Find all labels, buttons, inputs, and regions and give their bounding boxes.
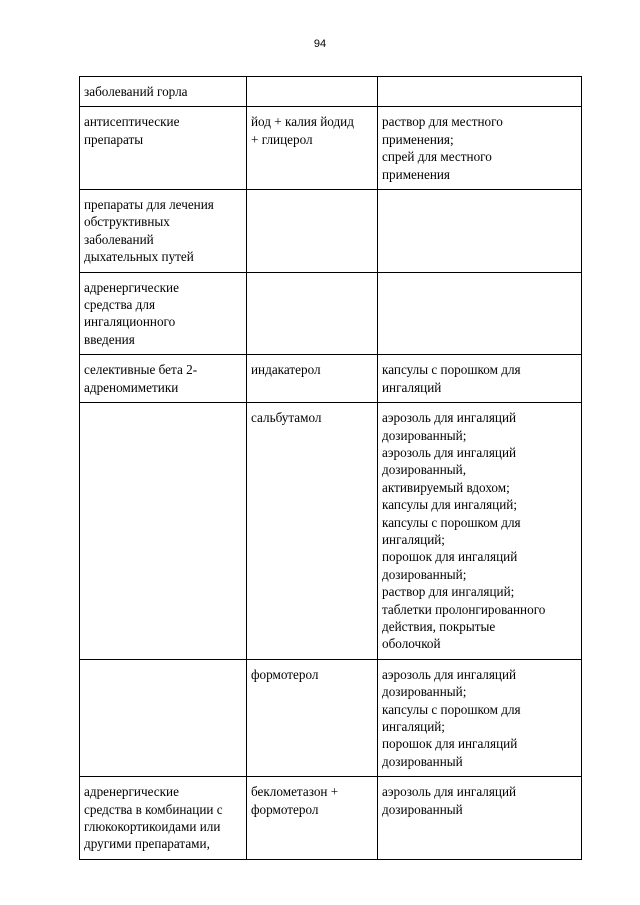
cell-text-line: аэрозоль для ингаляций xyxy=(382,784,517,800)
cell-text-line: дозированный, xyxy=(382,462,466,478)
cell-text-line: аэрозоль для ингаляций xyxy=(382,444,517,460)
cell-text-line: беклометазон + xyxy=(251,784,339,800)
drug-name-cell xyxy=(247,190,378,273)
atc-group-cell xyxy=(80,777,247,860)
cell-text-line: адренергические xyxy=(84,279,179,295)
cell-text-line: глюкокортикоидами или xyxy=(84,819,221,835)
cell-text-line: заболеваний xyxy=(84,231,154,247)
cell-text-line: дозированный; xyxy=(382,684,467,700)
dosage-form-cell xyxy=(378,190,582,273)
drug-name-cell xyxy=(247,777,378,860)
cell-text-line: ингаляций; xyxy=(382,719,445,734)
cell-text-line: ингаляций; xyxy=(382,531,445,547)
cell-text-line: ингаляционного xyxy=(84,314,176,330)
drug-name-cell xyxy=(247,77,378,107)
dosage-form-cell xyxy=(378,659,582,776)
cell-text-line: введения xyxy=(84,331,135,347)
atc-group-cell xyxy=(80,107,247,190)
cell-text-line: таблетки пролонгированного xyxy=(382,601,546,617)
cell-text-line: йод + калия йодид xyxy=(251,114,354,130)
table-row xyxy=(80,77,582,107)
cell-text-line: препараты для лечения xyxy=(84,197,214,213)
cell-text-line: активируемый вдохом; xyxy=(382,479,510,495)
cell-text-line: средства в комбинации с xyxy=(84,801,223,817)
cell-text-line: обструктивных xyxy=(84,214,170,230)
cell-text-line: капсулы с порошком для xyxy=(382,701,521,717)
dosage-form-cell xyxy=(378,77,582,107)
cell-text-line: индакатерол xyxy=(251,362,321,378)
cell-text-line: антисептические xyxy=(84,114,180,130)
cell-text-line: + глицерол xyxy=(251,131,313,147)
cell-text-line: раствор для местного xyxy=(382,114,503,130)
dosage-form-cell xyxy=(378,355,582,403)
cell-text-line: дыхательных путей xyxy=(84,249,194,265)
cell-text-line: формотерол xyxy=(251,666,319,682)
cell-text-line: применения; xyxy=(382,131,454,147)
cell-text-line: действия, покрытые xyxy=(382,618,496,634)
cell-text-line: оболочкой xyxy=(382,636,441,652)
dosage-form-cell xyxy=(378,107,582,190)
table-row xyxy=(80,659,582,776)
drug-table xyxy=(79,76,582,860)
dosage-form-cell xyxy=(378,272,582,355)
cell-text-line: аэрозоль для ингаляций xyxy=(382,666,517,682)
atc-group-cell xyxy=(80,77,247,107)
cell-text-line: заболеваний горла xyxy=(84,84,188,99)
cell-text-line: применения xyxy=(382,166,450,182)
cell-text-line: ингаляций xyxy=(382,379,442,395)
table-body xyxy=(80,77,582,860)
atc-group-cell xyxy=(80,403,247,660)
drug-name-cell xyxy=(247,403,378,660)
table-row xyxy=(80,107,582,190)
cell-text-line: капсулы для ингаляций; xyxy=(382,497,518,513)
drug-name-cell xyxy=(247,107,378,190)
page-number: 94 xyxy=(313,38,327,50)
cell-text-line: капсулы с порошком для xyxy=(382,514,521,530)
table-row xyxy=(80,403,582,660)
atc-group-cell xyxy=(80,659,247,776)
cell-text-line: адренергические xyxy=(84,784,179,800)
atc-group-cell xyxy=(80,272,247,355)
cell-text-line: дозированный; xyxy=(382,427,467,443)
cell-text-line: дозированный xyxy=(382,801,463,817)
atc-group-cell xyxy=(80,190,247,273)
cell-text-line: средства для xyxy=(84,297,156,313)
table-row xyxy=(80,272,582,355)
cell-text-line: дозированный xyxy=(382,753,463,769)
dosage-form-cell xyxy=(378,777,582,860)
cell-text-line: дозированный; xyxy=(382,566,467,582)
cell-text-line: сальбутамол xyxy=(251,410,322,426)
atc-group-cell xyxy=(80,355,247,403)
drug-name-cell xyxy=(247,272,378,355)
cell-text-line: аэрозоль для ингаляций xyxy=(382,410,517,426)
table-row xyxy=(80,777,582,860)
cell-text-line: порошок для ингаляций xyxy=(382,549,518,565)
drug-name-cell xyxy=(247,355,378,403)
cell-text-line: препараты xyxy=(84,131,144,147)
cell-text-line: спрей для местного xyxy=(382,149,492,165)
table-row xyxy=(80,190,582,273)
dosage-form-cell xyxy=(378,403,582,660)
cell-text-line: другими препаратами, xyxy=(84,836,210,852)
cell-text-line: порошок для ингаляций xyxy=(382,736,518,752)
cell-text-line: формотерол xyxy=(251,801,319,817)
cell-text-line: раствор для ингаляций; xyxy=(382,584,515,600)
cell-text-line: адреномиметики xyxy=(84,379,179,395)
drug-name-cell xyxy=(247,659,378,776)
cell-text-line: селективные бета 2- xyxy=(84,362,198,378)
cell-text-line: капсулы с порошком для xyxy=(382,362,521,378)
table-row xyxy=(80,355,582,403)
